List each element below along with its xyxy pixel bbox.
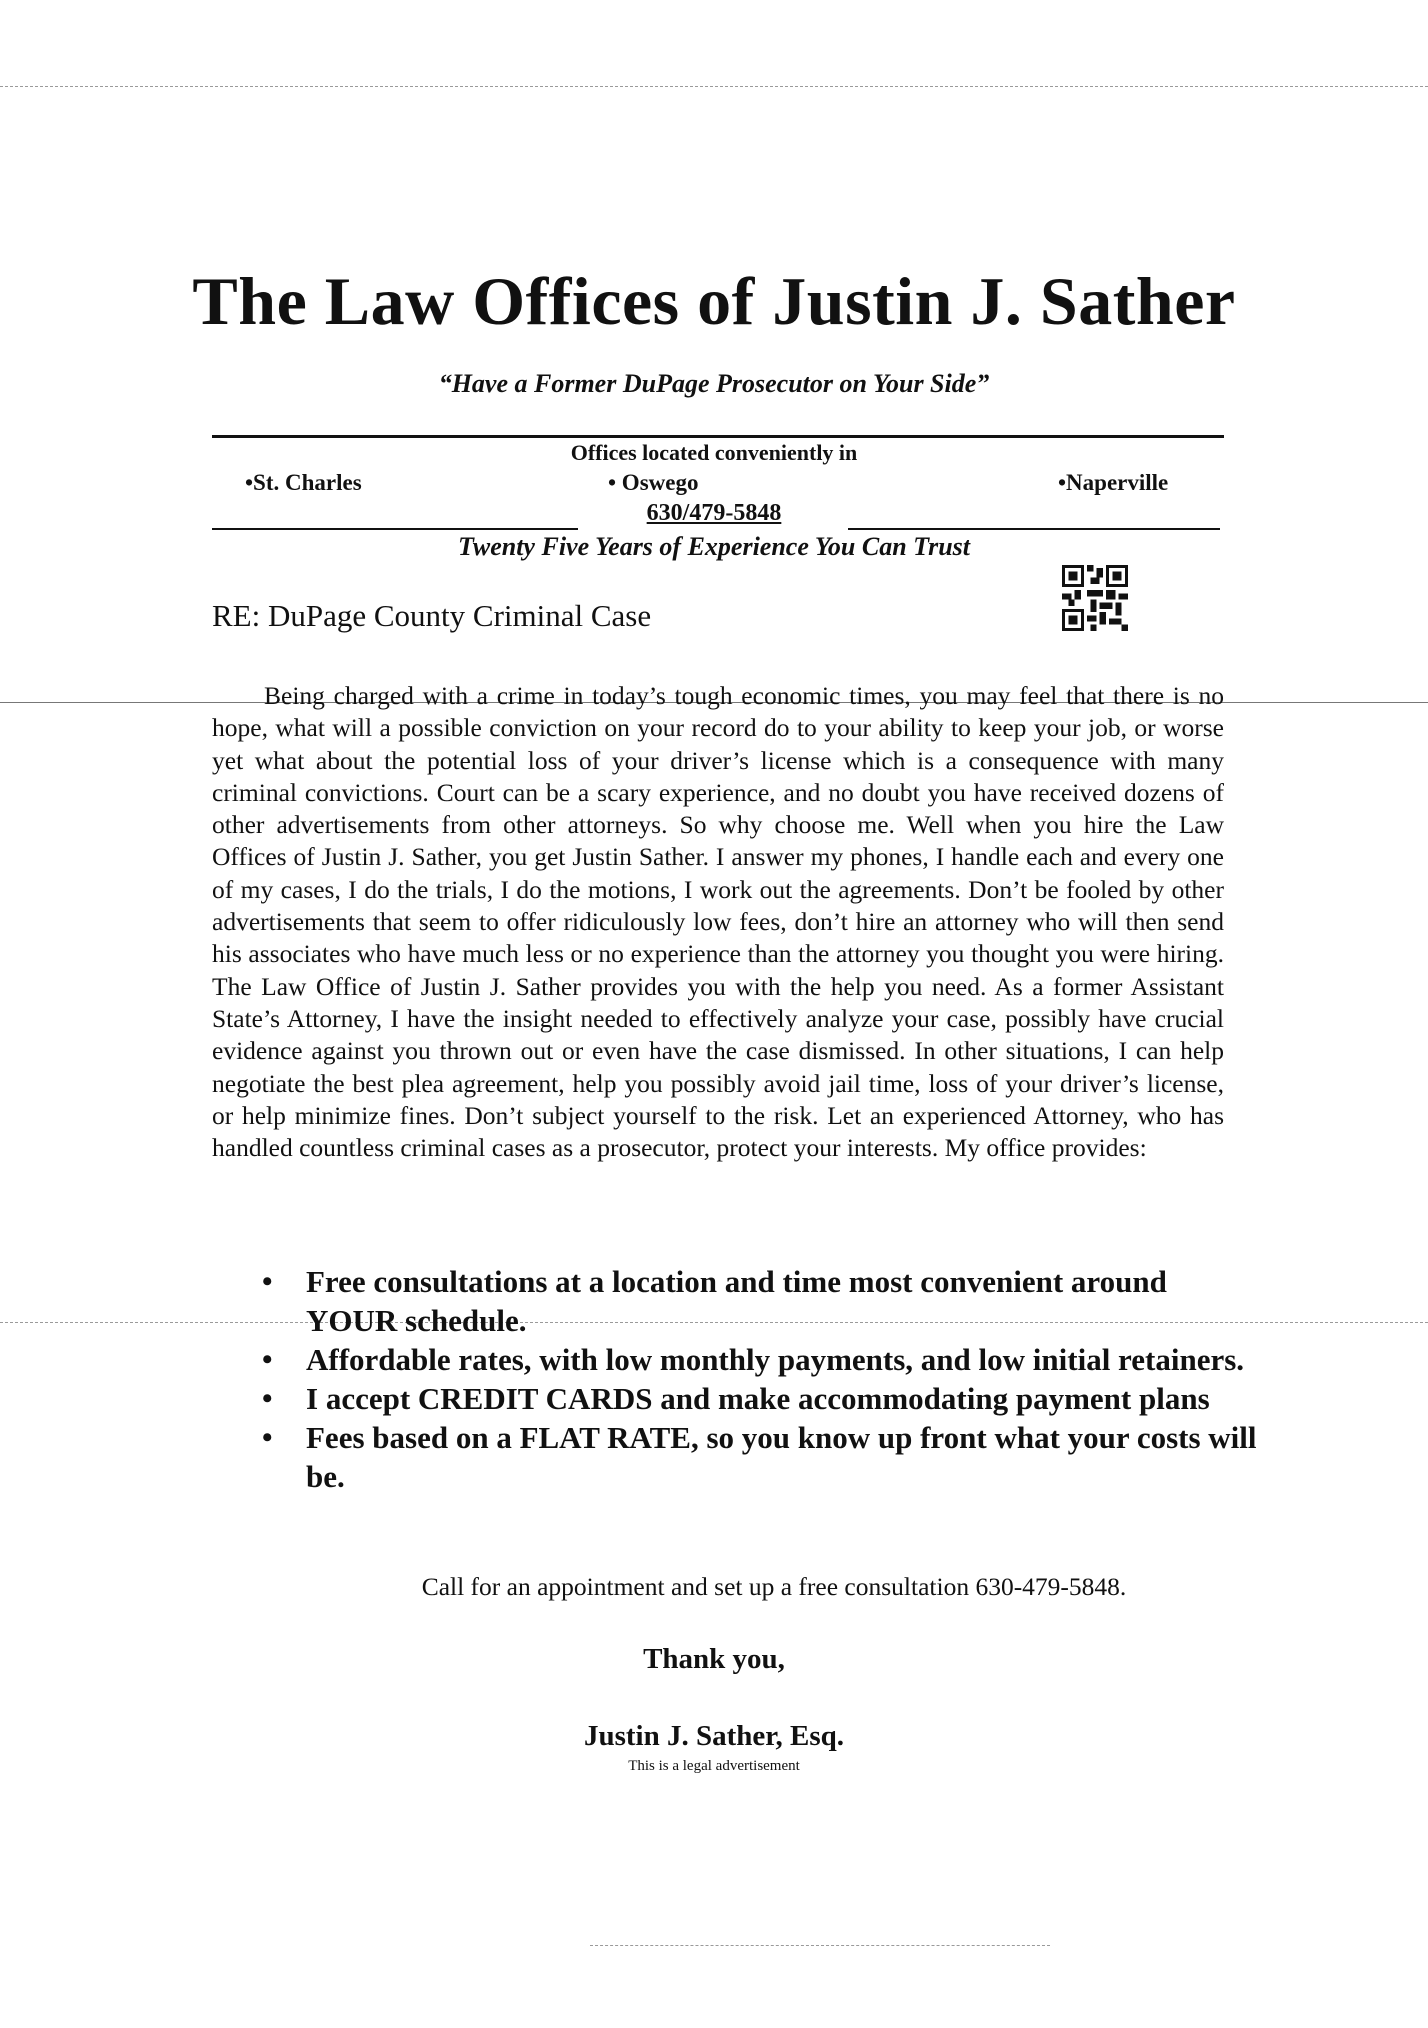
qr-code-icon — [1062, 565, 1128, 631]
closing: Thank you, — [643, 1643, 785, 1675]
body-paragraph: Being charged with a crime in today’s tough economic times, you may feel that there is no hope, what will a possible conviction on your record do to your ability to keep your job, or worse yet what about the potential loss of your driver’s license which is a consequence with many criminal convictions. Court can be a scary experience, and no doubt you have received dozens of other advertisements from other attorneys. So why choose me. Well when you hire the Law Offices of Justin J. Sather, you get Justin Sather. I answer my phones, I handle each and every one of my cases, I do the trials, I do the motions, I work out the agreements. Don’t be fooled by other advertisements that seem to offer ridiculously low fees, don’t hire an attorney who will then send his associates who have much less or no experience than the attorney you thought you were hiring. The Law Office of Justin J. Sather provides you with the help you need. As a former Assistant State’s Attorney, I have the insight needed to effectively analyze your case, possibly have crucial evidence against you thrown out or even have the case dismissed. In other situations, I can help negotiate the best plea agreement, help you possibly avoid jail time, loss of your driver’s license, or help minimize fines. Don’t subject yourself to the risk. Let an experienced Attorney, who has handled countless criminal cases as a prosecutor, protect your interests. My office provides: — [212, 681, 1224, 1163]
header-rule-bottom-left — [212, 528, 578, 530]
call-to-action: Call for an appointment and set up a free consultation 630-479-5848. — [421, 1572, 1127, 1601]
bullet-icon: • — [262, 1421, 273, 1454]
re-line: RE: DuPage County Criminal Case — [212, 598, 652, 633]
offices-heading: Offices located conveniently in — [570, 440, 858, 465]
bullet-text: I accept CREDIT CARDS and make accommodating payment plans — [306, 1381, 1210, 1416]
experience-line: Twenty Five Years of Experience You Can Trust — [457, 532, 971, 561]
location-st-charles: •St. Charles — [245, 470, 362, 495]
list-item — [262, 1379, 1262, 1418]
office-phone: 630/479-5848 — [646, 500, 782, 526]
firm-name: The Law Offices of Justin J. Sather — [192, 263, 1236, 339]
bullet-text: Fees based on a FLAT RATE, so you know up front what your costs will be. — [306, 1420, 1257, 1494]
services-list — [262, 1262, 1262, 1496]
list-item — [262, 1262, 1262, 1340]
bullet-icon: • — [262, 1382, 273, 1415]
header-rule-top — [212, 435, 1224, 438]
legal-disclaimer: This is a legal advertisement — [628, 1758, 800, 1774]
location-naperville: •Naperville — [1058, 470, 1169, 495]
scan-artifact-bottom — [590, 1945, 1050, 1946]
scan-artifact-top — [0, 86, 1428, 87]
header-rule-bottom-right — [848, 528, 1220, 530]
list-item — [262, 1340, 1262, 1379]
bullet-icon: • — [262, 1265, 273, 1298]
bullet-icon: • — [262, 1343, 273, 1376]
tagline: “Have a Former DuPage Prosecutor on Your Side” — [438, 369, 990, 398]
location-oswego: • Oswego — [608, 470, 699, 495]
bullet-text: Affordable rates, with low monthly payments, and low initial retainers. — [306, 1342, 1245, 1377]
signature: Justin J. Sather, Esq. — [583, 1720, 844, 1752]
list-item — [262, 1418, 1262, 1496]
bullet-text: Free consultations at a location and time most convenient around YOUR schedule. — [306, 1264, 1167, 1338]
